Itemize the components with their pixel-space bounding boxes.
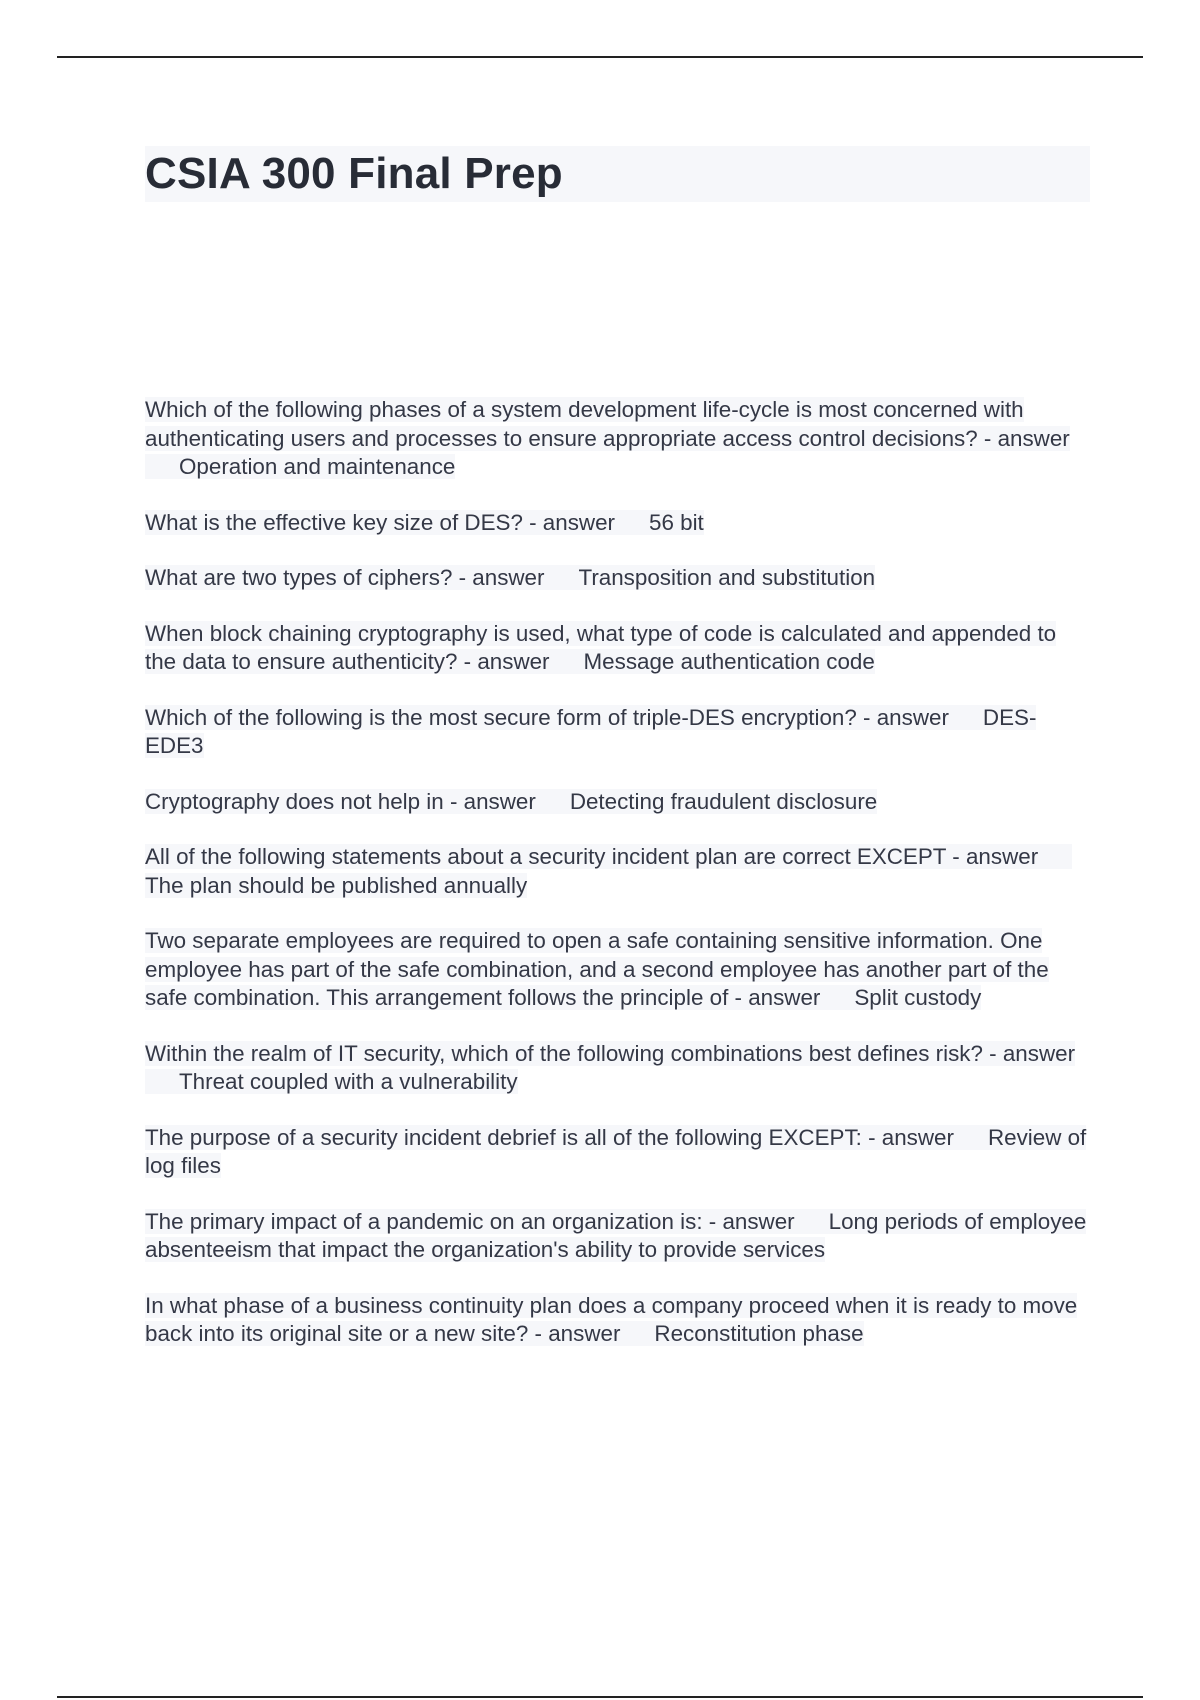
- qa-item: [145, 1124, 1090, 1181]
- qa-item: [145, 843, 1090, 900]
- title-box: [145, 146, 1090, 202]
- question-text: The purpose of a security incident debrief is all of the following EXCEPT: - answer: [145, 1124, 954, 1150]
- answer-text: Threat coupled with a vulnerability: [179, 1069, 518, 1094]
- document-body: [145, 146, 1090, 1376]
- answer-text: Split custody: [854, 985, 982, 1010]
- question-text: Within the realm of IT security, which of the following combinations best defines risk? - answer: [145, 1040, 1076, 1066]
- answer-text: Reconstitution phase: [654, 1321, 864, 1346]
- top-rule: [57, 56, 1143, 58]
- question-text: Which of the following is the most secure form of triple-DES encryption? - answer: [145, 704, 949, 730]
- qa-item: [145, 396, 1090, 482]
- qa-item: [145, 620, 1090, 677]
- qa-item: [145, 509, 1090, 538]
- answer-text: Review of log files: [145, 1124, 1087, 1178]
- qa-item: [145, 704, 1090, 761]
- question-text: Cryptography does not help in - answer: [145, 788, 536, 814]
- answer-text: Transposition and substitution: [578, 565, 876, 590]
- answer-text: Long periods of employee absenteeism that impact the organization's ability to provide services: [145, 1208, 1087, 1262]
- question-text: Which of the following phases of a system development life-cycle is most concerned with authenticating users and processes to ensure appropriate access control decisions? - answer: [145, 397, 1070, 451]
- qa-item: [145, 1040, 1090, 1097]
- answer-text: The plan should be published annually: [145, 872, 528, 898]
- question-text: What are two types of ciphers? - answer: [145, 565, 545, 590]
- question-text: Two separate employees are required to open a safe containing sensitive information. One employee has part of the safe combination, and a second employee has another part of the safe combination. This arrangement follows the principle of - answer: [145, 928, 1049, 1010]
- answer-text: 56 bit: [649, 509, 704, 535]
- qa-list: [145, 396, 1090, 1349]
- answer-text: Detecting fraudulent disclosure: [569, 788, 878, 814]
- question-text: All of the following statements about a security incident plan are correct EXCEPT - answer: [145, 844, 1039, 869]
- qa-item: [145, 564, 1090, 593]
- question-text: What is the effective key size of DES? - answer: [145, 509, 615, 535]
- qa-item: [145, 1292, 1090, 1349]
- question-text: The primary impact of a pandemic on an organization is: - answer: [145, 1208, 795, 1234]
- qa-item: [145, 927, 1090, 1013]
- bottom-rule: [57, 1696, 1143, 1698]
- question-text: When block chaining cryptography is used, what type of code is calculated and appended to the data to ensure authenticity? - answer: [145, 620, 1057, 674]
- page-title: CSIA 300 Final Prep: [145, 149, 563, 198]
- qa-item: [145, 788, 1090, 817]
- answer-text: Message authentication code: [583, 649, 875, 674]
- answer-text: Operation and maintenance: [179, 454, 456, 479]
- answer-text: DES-EDE3: [145, 704, 1037, 758]
- question-text: In what phase of a business continuity plan does a company proceed when it is ready to move back into its original site or a new site? - answer: [145, 1292, 1078, 1346]
- qa-item: [145, 1208, 1090, 1265]
